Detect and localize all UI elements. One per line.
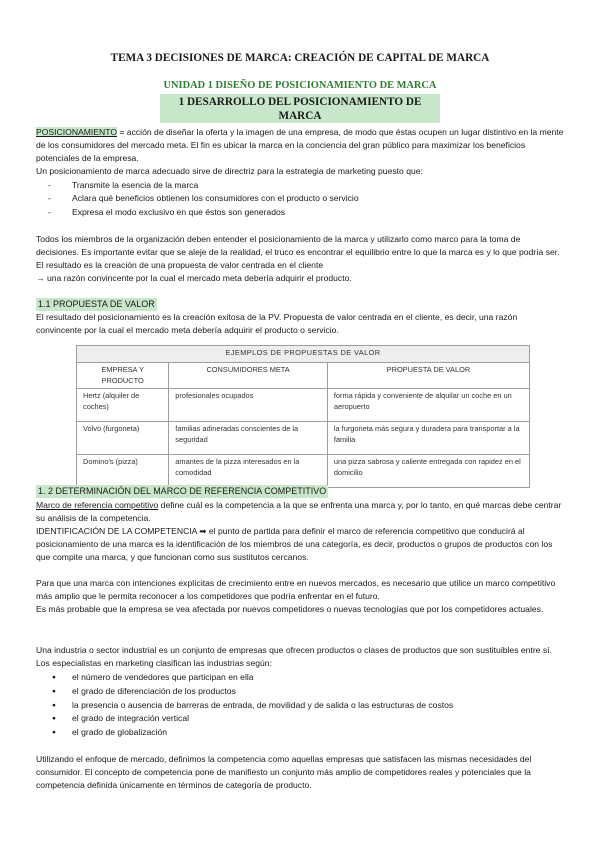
list-item: ● la presencia o ausencia de barreras de entrada, de movilidad y de salida o las estructuras de costos — [36, 699, 564, 713]
table-cell: una pizza sabrosa y caliente entregada con rapidez en el domicilio — [327, 455, 529, 488]
section-heading: 1 DESARROLLO DEL POSICIONAMIENTO DE MARCA — [160, 94, 440, 123]
list-item: ● el grado de diferenciación de los productos — [36, 685, 564, 699]
positioning-purpose-list — [36, 179, 564, 219]
paragraph-arrow: → una razón convincente por la cual el mercado meta debería adquirir el producto. — [36, 273, 352, 283]
table-cell: forma rápida y conveniente de alquilar un coche en un aeropuerto — [327, 389, 529, 422]
list-item: ● el grado de integración vertical — [36, 712, 564, 726]
value-proposition-table — [76, 345, 530, 488]
list-item: ● el grado de globalización — [36, 726, 564, 740]
list-item: ● el número de vendedores que participan en ella — [36, 671, 564, 685]
competition-identification: IDENTIFICACIÓN DE LA COMPETENCIA ➡ el punto de partida para definir el marco de referencia competitivo que conducirá al posicionamiento de una marca es la identificación de los miembros de una categoría, es decir, productos o grupos de productos con los que compite una marca, y que funcionan como sus sustitutos cercanos. — [36, 526, 553, 562]
positioning-definition — [36, 126, 564, 164]
paragraph-market-approach: Utilizando el enfoque de mercado, definimos la competencia como aquellas empresas que satisfacen las mismas necesidades del consumidor. El concepto de competencia pone de manifiesto un conjunto más amplio de competidores reales y potenciales que la competencia definida únicamente en términos de categoría de producto. — [36, 754, 532, 790]
table-cell: profesionales ocupados — [169, 389, 328, 422]
document-title: TEMA 3 DECISIONES DE MARCA: CREACIÓN DE CAPITAL DE MARCA — [110, 52, 490, 64]
table-cell: familias adineradas conscientes de la seguridad — [169, 422, 328, 455]
positioning-definition-text: = acción de diseñar la oferta y la imagen de una empresa, de modo que éstas ocupen un lugar distintivo en la mente de los consumidores del mercado meta. El fin es ubicar la marca en la conciencia del gran público para maximizar los beneficios potenciales de la empresa. — [36, 127, 564, 163]
table-cell: la furgoneta más segura y duradera para transportar a la familia — [327, 422, 529, 455]
table-row — [77, 422, 530, 455]
table-cell: amantes de la pizza interesados en la comodidad — [169, 455, 328, 488]
industry-criteria-list — [36, 671, 564, 740]
frame-term: Marco de referencia competitivo — [36, 500, 159, 510]
list-item: - Expresa el modo exclusivo en que éstos son generados — [36, 206, 564, 219]
unit-subtitle: UNIDAD 1 DISEÑO DE POSICIONAMIENTO DE MARCA — [163, 80, 437, 91]
list-item: - Aclara qué beneficios obtienen los consumidores con el producto o servicio — [36, 192, 564, 205]
table-header: PROPUESTA DE VALOR — [327, 363, 529, 389]
section-1-1-title: 1.1 PROPUESTA DE VALOR — [38, 299, 155, 309]
paragraph-industry: Una industria o sector industrial es un conjunto de empresas que ofrecen productos o clases de productos que son sustituibles entre sí. Los especialistas en marketing clasifican las industrias según: — [36, 645, 552, 668]
table-header: EMPRESA Y PRODUCTO — [77, 363, 169, 389]
frame-definition-text: define cuál es la competencia a la que se enfrenta una marca y, por lo tanto, en qué marcas debe centrar su análisis de la competencia. — [36, 500, 562, 523]
table-cell: Domino's (pizza) — [77, 455, 169, 488]
paragraph-new-competitors: Es más probable que la empresa se vea afectada por nuevos competidores o nuevas tecnologías que por los competidores actuales. — [36, 604, 544, 614]
list-item: - Transmite la esencia de la marca — [36, 179, 564, 192]
positioning-term: POSICIONAMIENTO — [36, 127, 118, 137]
table-header: CONSUMIDORES META — [169, 363, 328, 389]
section-1-1-body: El resultado del posicionamiento es la creación exitosa de la PV. Propuesta de valor centrada en el cliente, es decir, una razón convincente por la cual el mercado meta debería adquirir el producto o servicio. — [36, 312, 518, 335]
paragraph-organization: Todos los miembros de la organización deben entender el posicionamiento de la marca y utilizarlo como marco para la toma de decisiones. Es importante evitar que se aleje de la realidad, el truco es encontrar el equilibrio entre lo que la marca es y lo que podría ser. El resultado es la creación de una propuesta de valor centrada en el cliente — [36, 234, 560, 270]
table-row — [77, 389, 530, 422]
table-cell: Hertz (alquiler de coches) — [77, 389, 169, 422]
paragraph-growth: Para que una marca con intenciones explícitas de crecimiento entre en nuevos mercados, es necesario que utilice un marco competitivo más amplio que le permita reconocer a los competidores que podría enfrentar en el futuro. — [36, 578, 556, 601]
frame-definition — [36, 499, 564, 525]
table-caption: EJEMPLOS DE PROPUESTAS DE VALOR — [77, 346, 530, 363]
table-row — [77, 455, 530, 488]
table-cell: Volvo (furgoneta) — [77, 422, 169, 455]
intro-sentence: Un posicionamiento de marca adecuado sirve de directriz para la estrategia de marketing puesto que: — [36, 166, 423, 176]
section-1-2-title: 1. 2 DETERMINACIÓN DEL MARCO DE REFERENCIA COMPETITIVO — [38, 486, 327, 496]
